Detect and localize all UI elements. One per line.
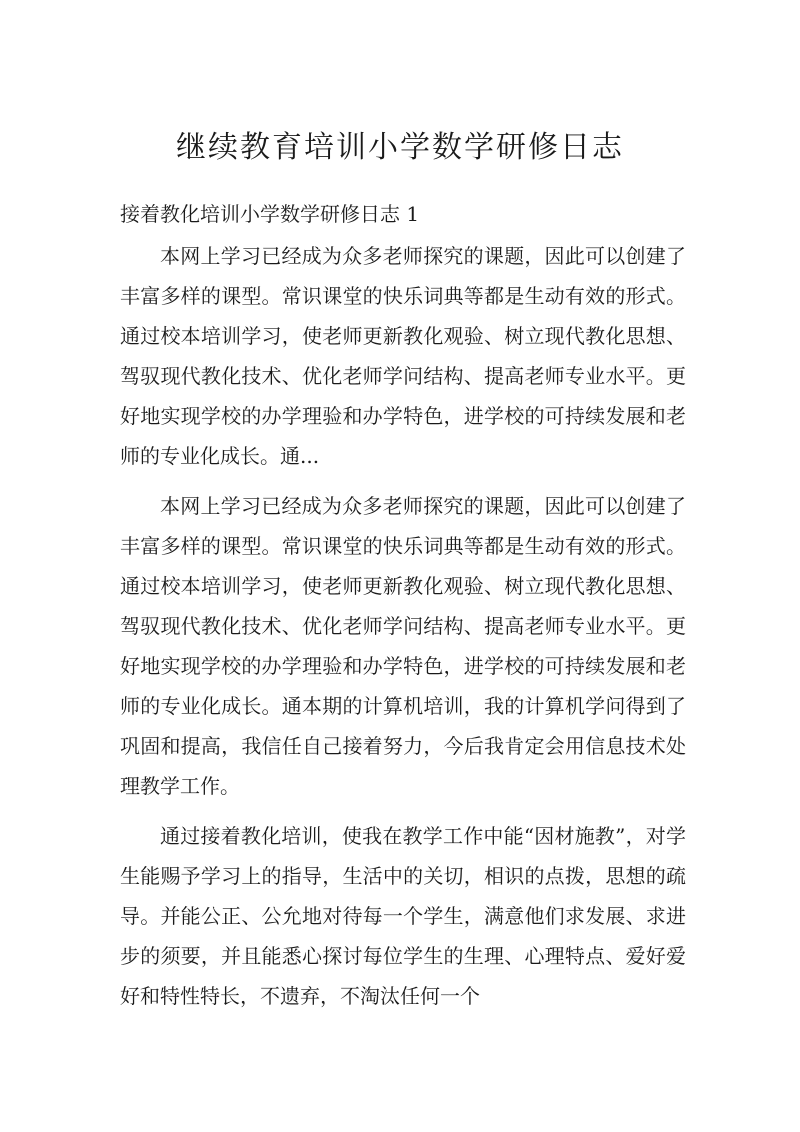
document-body	[120, 236, 686, 1026]
paragraph-2: 本网上学习已经成为众多老师探究的课题，因此可以创建了丰富多样的课型。常识课堂的快乐词典等都是生动有效的形式。通过校本培训学习，使老师更新教化观验、树立现代教化思想、驾驭现代教化技术、优化老师学问结构、提高老师专业水平。更好地实现学校的办学理验和办学特色，进学校的可持续发展和老师的专业化成长。通本期的计算机培训，我的计算机学问得到了巩固和提高，我信任自己接着努力，今后我肯定会用信息技术处理教学工作。	[120, 494, 686, 798]
paragraph-1: 本网上学习已经成为众多老师探究的课题，因此可以创建了丰富多样的课型。常识课堂的快乐词典等都是生动有效的形式。通过校本培训学习，使老师更新教化观验、树立现代教化思想、驾驭现代教化技术、优化老师学问结构、提高老师专业水平。更好地实现学校的办学理验和办学特色，进学校的可持续发展和老师的专业化成长。通...	[120, 244, 686, 468]
page-title: 继续教育培训小学数学研修日志	[176, 130, 624, 165]
paragraph-3: 通过接着教化培训，使我在教学工作中能“因材施教”，对学生能赐予学习上的指导，生活中的关切，相识的点拨，思想的疏导。并能公正、公允地对待每一个学生，满意他们求发展、求进步的须要，并且能悉心探讨每位学生的生理、心理特点、爱好爱好和特性特长，不遗弃，不淘汰任何一个	[120, 824, 686, 1008]
section-heading: 接着教化培训小学数学研修日志 1	[120, 202, 420, 226]
